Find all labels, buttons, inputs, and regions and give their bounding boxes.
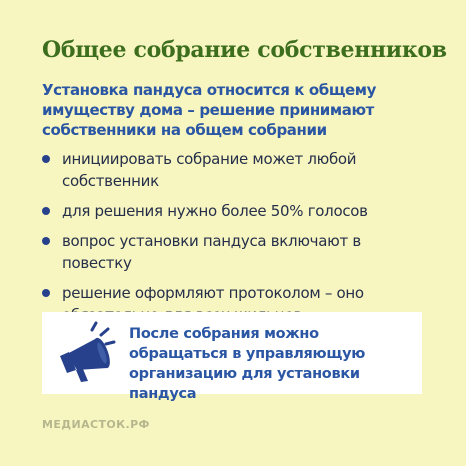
list-item xyxy=(42,200,432,222)
list-item-text: вопрос установки пандуса включают в повестку xyxy=(62,232,361,272)
megaphone-icon xyxy=(52,318,122,388)
bullet-list xyxy=(42,148,432,326)
bullet-dot-icon xyxy=(42,155,50,163)
bullet-dot-icon xyxy=(42,237,50,245)
bullet-dot-icon xyxy=(42,207,50,215)
bullet-dot-icon xyxy=(42,289,50,297)
list-item-text: для решения нужно более 50% голосов xyxy=(62,202,368,220)
list-item-text: решение оформляют протоколом – оно xyxy=(62,284,364,302)
page-title: Общее собрание собственников xyxy=(42,37,447,63)
info-callout xyxy=(42,312,422,402)
callout-text: После собрания можно обращаться в управляющую организацию для установки пандуса xyxy=(129,326,366,402)
list-item xyxy=(42,230,432,274)
footer-logo-text: МЕДИАСТОК.РФ xyxy=(42,418,150,431)
list-item xyxy=(42,148,432,192)
list-item-text: инициировать собрание может любой собственник xyxy=(62,150,357,190)
lead-text: Установка пандуса относится к общему имуществу дома – решение принимают собственники на общем собрании xyxy=(42,81,377,139)
